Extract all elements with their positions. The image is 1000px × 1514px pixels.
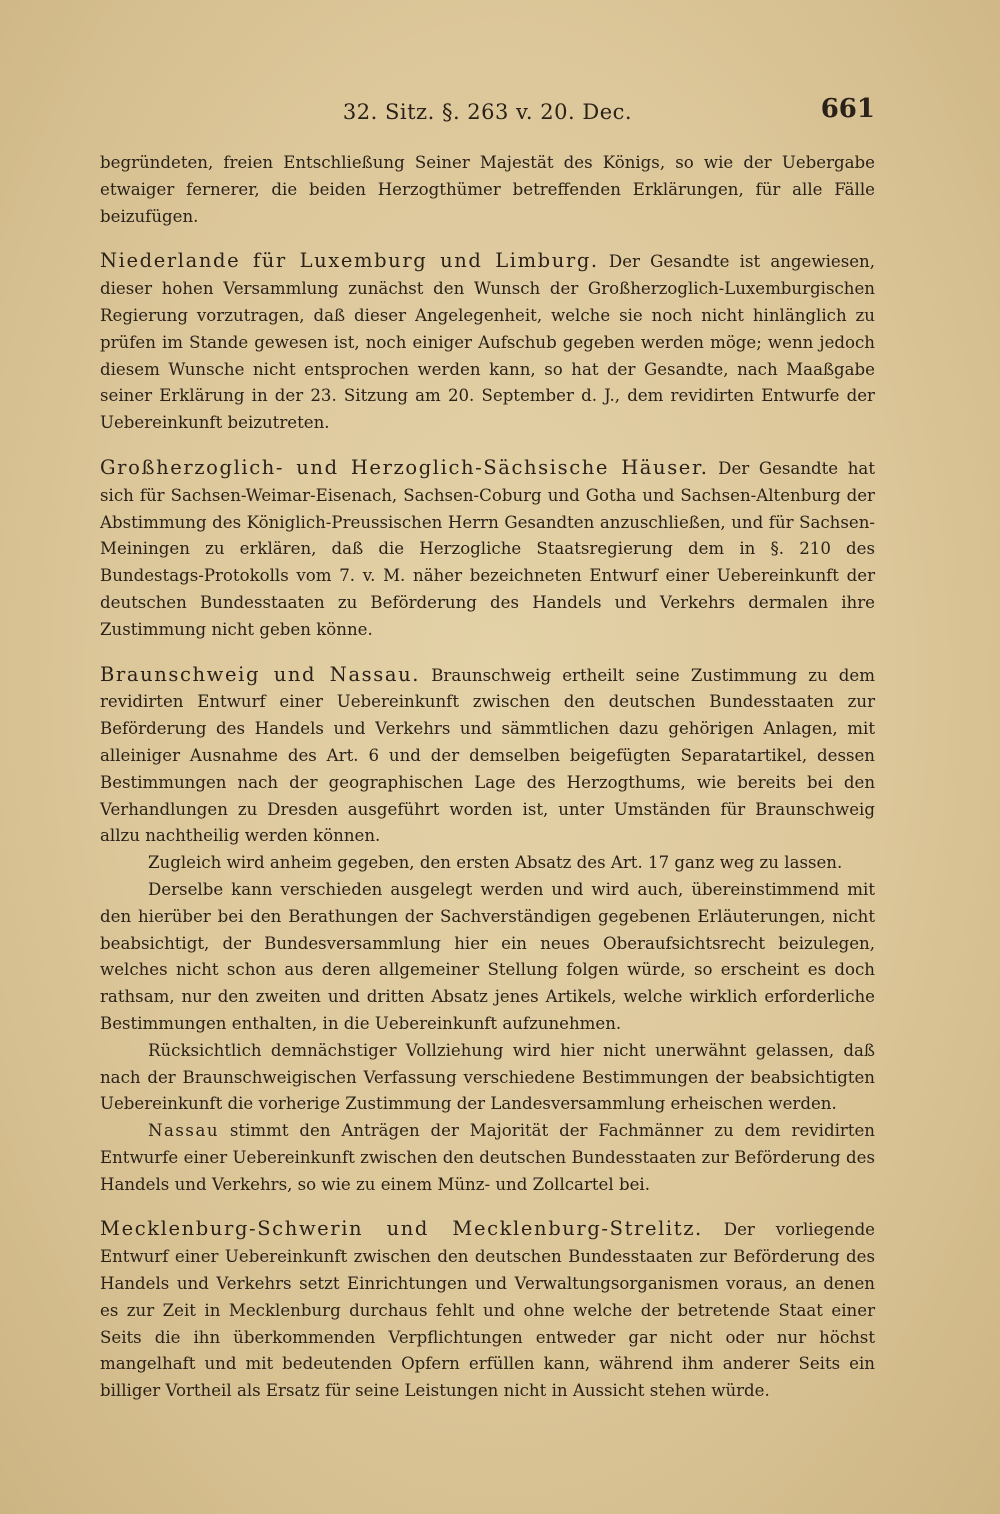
paragraph-lead: Niederlande für Luxemburg und Limburg.	[100, 249, 599, 273]
paragraph-lead: Mecklenburg-Schwerin und Mecklenburg-Strelitz.	[100, 1217, 703, 1241]
page-body	[100, 150, 875, 1405]
paragraph-saechsische-haeuser	[100, 455, 875, 644]
paragraph-text: Derselbe kann verschieden ausgelegt werden und wird auch, übereinstimmend mit den hierüber bei den Berathungen der Sachverständigen gegebenen Erläuterungen, nicht beabsichtigt, der Bundesversammlung hier ein neues Oberaufsichtsrecht beizulegen, welches nicht schon aus deren allgemeiner Stellung folgen würde, so erscheint es doch rathsam, nur den zweiten und dritten Absatz jenes Artikels, welche wirklich erforderliche Bestimmungen enthalten, in die Uebereinkunft aufzunehmen.	[100, 879, 875, 1033]
paragraph-text: Braunschweig ertheilt seine Zustimmung zu dem revidirten Entwurf einer Uebereinkunft zwischen den deutschen Bundesstaaten zur Beförderung des Handels und Verkehrs und sämmtlichen dazu gehörigen Anlagen, mit alleiniger Ausnahme des Art. 6 und der demselben beigefügten Separatartikel, dessen Bestimmungen nach der geographischen Lage des Herzogthums, wie bereits bei den Verhandlungen zu Dresden ausgeführt worden ist, unter Umständen für Braunschweig allzu nachtheilig werden können.	[100, 665, 875, 846]
paragraph-derselbe	[100, 877, 875, 1038]
paragraph-braunschweig-nassau	[100, 662, 875, 851]
paragraph-lead: Braunschweig und Nassau.	[100, 662, 421, 686]
page-number: 661	[820, 94, 875, 124]
paragraph-text: stimmt den Anträgen der Majorität der Fachmänner zu dem revidirten Entwurfe einer Uebereinkunft zwischen den deutschen Bundesstaaten zur Beförderung des Handels und Verkehrs, so wie zu einem Münz- und Zollcartel bei.	[100, 1121, 875, 1194]
paragraph-text: Der vorliegende Entwurf einer Uebereinkunft zwischen den deutschen Bundesstaaten zur Beförderung des Handels und Verkehrs setzt Einrichtungen und Verwaltungsorganismen voraus, an denen es zur Zeit in Mecklenburg durchaus fehlt und ohne welche der betretende Staat einer Seits die ihn überkommenden Verpflichtungen entweder gar nicht oder nur höchst mangelhaft und mit bedeutenden Opfern erfüllen kann, während ihm anderer Seits ein billiger Vortheil als Ersatz für seine Leistungen nicht in Aussicht stehen würde.	[100, 1220, 876, 1401]
page-header	[100, 92, 875, 132]
paragraph-lead: Großherzoglich- und Herzoglich-Sächsische Häuser.	[100, 455, 709, 479]
paragraph-niederlande	[100, 248, 875, 437]
paragraph-continuation	[100, 150, 875, 230]
paragraph-ruecksichtlich	[100, 1038, 875, 1118]
paragraph-text: Rücksichtlich demnächstiger Vollziehung wird hier nicht unerwähnt gelassen, daß nach der Braunschweigischen Verfassung verschiedene Bestimmungen der beabsichtigten Uebereinkunft die vorherige Zustimmung der Landesversammlung erheischen werden.	[100, 1040, 875, 1114]
paragraph-text: Der Gesandte hat sich für Sachsen-Weimar-Eisenach, Sachsen-Coburg und Gotha und Sachsen-Altenburg der Abstimmung des Königlich-Preussischen Herrn Gesandten anzuschließen, und für Sachsen-Meiningen zu erklären, daß die Herzogliche Staatsregierung dem in §. 210 des Bundestags-Protokolls vom 7. v. M. näher bezeichneten Entwurf einer Uebereinkunft der deutschen Bundesstaaten zu Beförderung des Handels und Verkehrs dermalen ihre Zustimmung nicht geben könne.	[100, 458, 875, 639]
paragraph-nassau	[100, 1118, 875, 1198]
paragraph-text: Zugleich wird anheim gegeben, den ersten Absatz des Art. 17 ganz weg zu lassen.	[148, 853, 843, 873]
paragraph-mecklenburg	[100, 1216, 875, 1405]
paragraph-zugleich	[100, 850, 875, 877]
running-head: 32. Sitz. §. 263 v. 20. Dec.	[342, 100, 633, 124]
paragraph-lead: Nassau	[148, 1121, 220, 1141]
paragraph-text: begründeten, freien Entschließung Seiner Majestät des Königs, so wie der Uebergabe etwaiger fernerer, die beiden Herzogthümer betreffenden Erklärungen, für alle Fälle beizufügen.	[100, 153, 875, 226]
paragraph-text: Der Gesandte ist angewiesen, dieser hohen Versammlung zunächst den Wunsch der Großherzoglich-Luxemburgischen Regierung vorzutragen, daß dieser Angelegenheit, welche sie noch nicht hinlänglich zu prüfen im Stande gewesen ist, noch einiger Aufschub gegeben werden möge; wenn jedoch diesem Wunsche nicht entsprochen werden kann, so hat der Gesandte, nach Maaßgabe seiner Erklärung in der 23. Sitzung am 20. September d. J., dem revidirten Entwurfe der Uebereinkunft beizutreten.	[100, 252, 875, 433]
